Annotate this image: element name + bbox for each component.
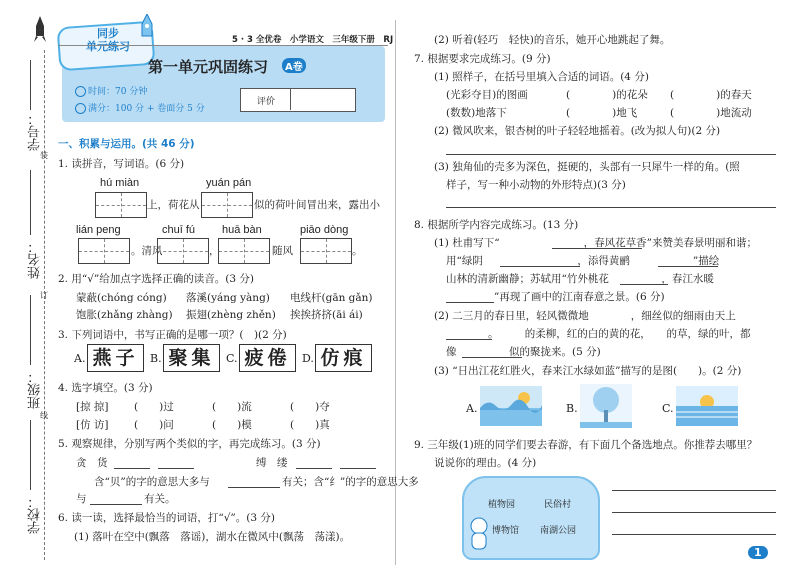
id-label: 学号： [28,112,43,151]
q7-1a-2[interactable]: ( )的花朵 [566,89,648,101]
q6-prompt: 6. 读一读，选择最恰当的词语，打“√”。(3 分) [58,512,275,524]
q8-1-line-a: (1) 杜甫写下“ ，春风花草香”来赞美春景明丽和谐； [434,237,757,249]
q3-option-a-letter: A. [74,352,86,365]
school-label: 学校： [28,495,43,534]
q4-row1-blank2[interactable]: ( )流 [212,401,252,413]
cartoon-character [466,516,492,552]
q5-blank-6[interactable] [90,504,142,505]
q5-sentence-3: 与 [76,493,87,505]
rating-divider [290,88,291,110]
q9-answer-line-1[interactable] [612,490,776,491]
q8-blank-4[interactable] [620,284,668,285]
q5-sentence-1: 含“贝”的字的意思大多与 [94,476,210,488]
page-title: 第一单元巩固练习 [148,58,269,76]
school-line [30,420,31,490]
class-line [30,295,31,365]
time-limit: 时间：70 分钟 [88,87,148,97]
q1-text-5: 随风 [272,245,293,257]
page-number: 1 [748,546,768,559]
rocket-icon [34,16,46,46]
q4-row1-blank1[interactable]: ( )过 [134,401,174,413]
q8-pic-a-label: A. [466,402,478,415]
section-heading: 一、积累与运用。(共 46 分) [58,138,195,150]
full-score: 满分：100 分 + 卷面分 5 分 [88,104,205,114]
q7-prompt: 7. 根据要求完成练习。(9 分) [414,53,551,65]
pinyin-1: hú miàn [100,177,140,189]
q1-text-2: 似的荷叶间冒出来，露出小 [254,199,380,211]
q5-blank-4[interactable] [340,468,376,469]
q7-1a-1[interactable]: (光彩夺目)的图画 [446,89,528,101]
place-4: 南湖公园 [540,526,577,536]
q1-prompt: 1. 读拼音，写词语。(6 分) [58,158,185,170]
q8-1-line-d: ”再现了画中的江南春意之景。(6 分) [494,291,665,303]
tree-picture-b[interactable] [580,384,632,428]
q2-item-1[interactable]: 蒙蔽(chóng cóng) [76,292,167,304]
q6-item-1[interactable]: (1) 落叶在空中(飘落 落谣)，湖水在微风中(飘荡 荡漾)。 [74,531,351,543]
pinyin-6: piāo dòng [300,224,349,236]
q1-text-4: ， [209,245,220,257]
fold-mark-3: 线 [40,411,48,420]
q8-1-line-b: 用“绿阴 ，添得黄鹂 ”描绘 [446,255,720,267]
q2-prompt: 2. 用“√”给加点字选择正确的读音。(3 分) [58,273,254,285]
q5-blank-5[interactable] [228,487,280,488]
q9-answer-line-3[interactable] [612,534,776,535]
unit-badge-text: 同步 单元练习 [86,27,130,53]
answer-grid-1[interactable] [95,192,147,218]
q7-1a-3[interactable]: ( )的春天 [670,89,752,101]
q4-row1-choice: [掠 掠] [76,401,109,413]
q7-3-answer-line[interactable] [446,207,776,208]
answer-grid-4[interactable] [157,238,209,264]
q2-item-2[interactable]: 落溪(yáng yàng) [186,292,270,304]
class-label: 班级： [28,370,43,409]
q2-item-3[interactable]: 电线杆(gān gǎn) [290,292,373,304]
score-icon [75,103,86,114]
q2-item-4[interactable]: 饱胀(zhǎng zhàng) [76,309,173,321]
q4-row2-blank2[interactable]: ( )模 [212,419,252,431]
q3-option-a[interactable]: 燕子 [87,344,144,372]
q8-3-prompt: (3) “日出江花红胜火，春来江水绿如蓝”描写的是图( )。(2 分) [434,365,742,377]
pinyin-3: lián peng [76,224,121,236]
pinyin-2: yuán pán [206,177,252,189]
answer-grid-2[interactable] [201,192,253,218]
q5-sentence-2: 有关；含“纟”的字的意思大多 [282,476,419,488]
q8-blank-2[interactable] [500,266,580,267]
q2-item-6[interactable]: 挨挨挤挤(āi ái) [290,309,363,321]
name-line [30,170,31,235]
q5-blank-2[interactable] [158,468,194,469]
q5-blank-3[interactable] [296,468,332,469]
q3-option-b-letter: B. [150,352,162,365]
q7-3-prompt-b: 样子，写一种小动物的外形特点)(3 分) [446,179,626,191]
q8-blank-5[interactable] [446,302,494,303]
q4-row2-blank3[interactable]: ( )真 [290,419,330,431]
q8-blank-1[interactable] [552,248,642,249]
q4-row1-blank3[interactable]: ( )夺 [290,401,330,413]
q8-2-line-b: 。 的柔柳，红的白的黄的花， 的草，绿的叶，都 [446,328,751,340]
q4-prompt: 4. 选字填空。(3 分) [58,382,153,394]
q8-1-line-c: 山林的清新幽静；苏轼用“竹外桃花 ，春江水暖 [446,273,714,285]
q7-2-answer-line[interactable] [446,154,776,155]
q8-2-line-c: 像 似的聚拢来。(5 分) [446,346,601,358]
binding-margin [0,0,52,573]
q9-prompt-b: 说说你的理由。(4 分) [434,457,537,469]
pinyin-4: chuī fú [162,224,196,236]
fold-mark-2: 订 [40,291,48,300]
q5-blank-1[interactable] [114,468,150,469]
q8-blank-3[interactable] [658,266,718,267]
q8-pic-b-label: B. [566,402,578,415]
fold-mark-1: 装 [40,151,48,160]
q7-2-prompt: (2) 微风吹来，银杏树的叶子轻轻地摇着。(改为拟人句)(2 分) [434,125,721,137]
q8-blank-7[interactable] [462,357,522,358]
q3-option-b[interactable]: 聚集 [163,344,220,372]
series-label: 5 · 3 全优卷 小学语文 三年级下册 RJ [232,35,394,45]
place-2: 民俗村 [544,500,572,510]
q1-text-6: 。 [352,245,363,257]
q8-2-line-a: (2) 二三月的春日里，轻风微微地 ，细丝似的细雨由天上 [434,310,736,322]
clock-icon [75,86,86,97]
q9-prompt-a: 9. 三年级(1)班的同学们要去春游，有下面几个备选地点。你推荐去哪里？ [414,439,758,451]
q5-words-2: 缚 缕 [256,457,288,469]
rating-label: 评价 [257,97,276,107]
q7-1-prompt: (1) 照样子，在括号里填入合适的词语。(4 分) [434,71,649,83]
name-label: 姓名： [28,240,43,279]
q3-option-c-letter: C. [226,352,238,365]
q9-answer-line-2[interactable] [612,512,776,513]
q8-blank-6[interactable] [446,339,492,340]
q3-option-d-letter: D. [302,352,314,365]
place-3: 博物馆 [492,526,520,536]
q5-words-1: 贪 货 [76,457,108,469]
q8-prompt: 8. 根据所学内容完成练习。(13 分) [414,219,579,231]
river-sunrise-picture-a[interactable] [480,386,542,426]
q5-prompt: 5. 观察规律，分别写两个类似的字，再完成练习。(3 分) [58,438,321,450]
answer-grid-5[interactable] [218,238,270,264]
q7-3-prompt-a: (3) 独角仙的壳多为深色，挺硬的，头部有一只犀牛一样的角。(照 [434,161,740,173]
q7-1b-2[interactable]: ( )地飞 [566,107,638,119]
title-tag: A卷 [282,58,306,73]
q2-item-5[interactable]: 振翅(zhèng zhěn) [186,309,276,321]
q1-text-3: 。清风 [131,245,163,257]
answer-grid-3[interactable] [78,238,130,264]
q3-option-c[interactable]: 疲倦 [239,344,296,372]
q4-row2-blank1[interactable]: ( )问 [134,419,174,431]
id-line [30,60,31,110]
sunset-picture-c[interactable] [676,386,738,426]
place-1: 植物园 [488,500,516,510]
q8-pic-c-label: C. [662,402,674,415]
series-underline [58,45,388,46]
q4-row2-choice: [仿 访] [76,419,109,431]
q5-sentence-4: 有关。 [144,493,176,505]
q7-1b-3[interactable]: ( )地流动 [670,107,752,119]
answer-grid-6[interactable] [300,238,352,264]
q6-item-2[interactable]: (2) 听着(轻巧 轻快)的音乐，她开心地跳起了舞。 [434,34,671,46]
rocket-badge-icon [140,14,154,42]
q3-prompt: 3. 下列词语中，书写正确的是哪一项？( )(2 分) [58,329,287,341]
pinyin-5: huā bàn [222,224,262,236]
q1-text-1: 上，荷花从 [147,199,200,211]
q3-option-d[interactable]: 仿痕 [315,344,372,372]
q7-1b-1[interactable]: (数数)地落下 [446,107,507,119]
